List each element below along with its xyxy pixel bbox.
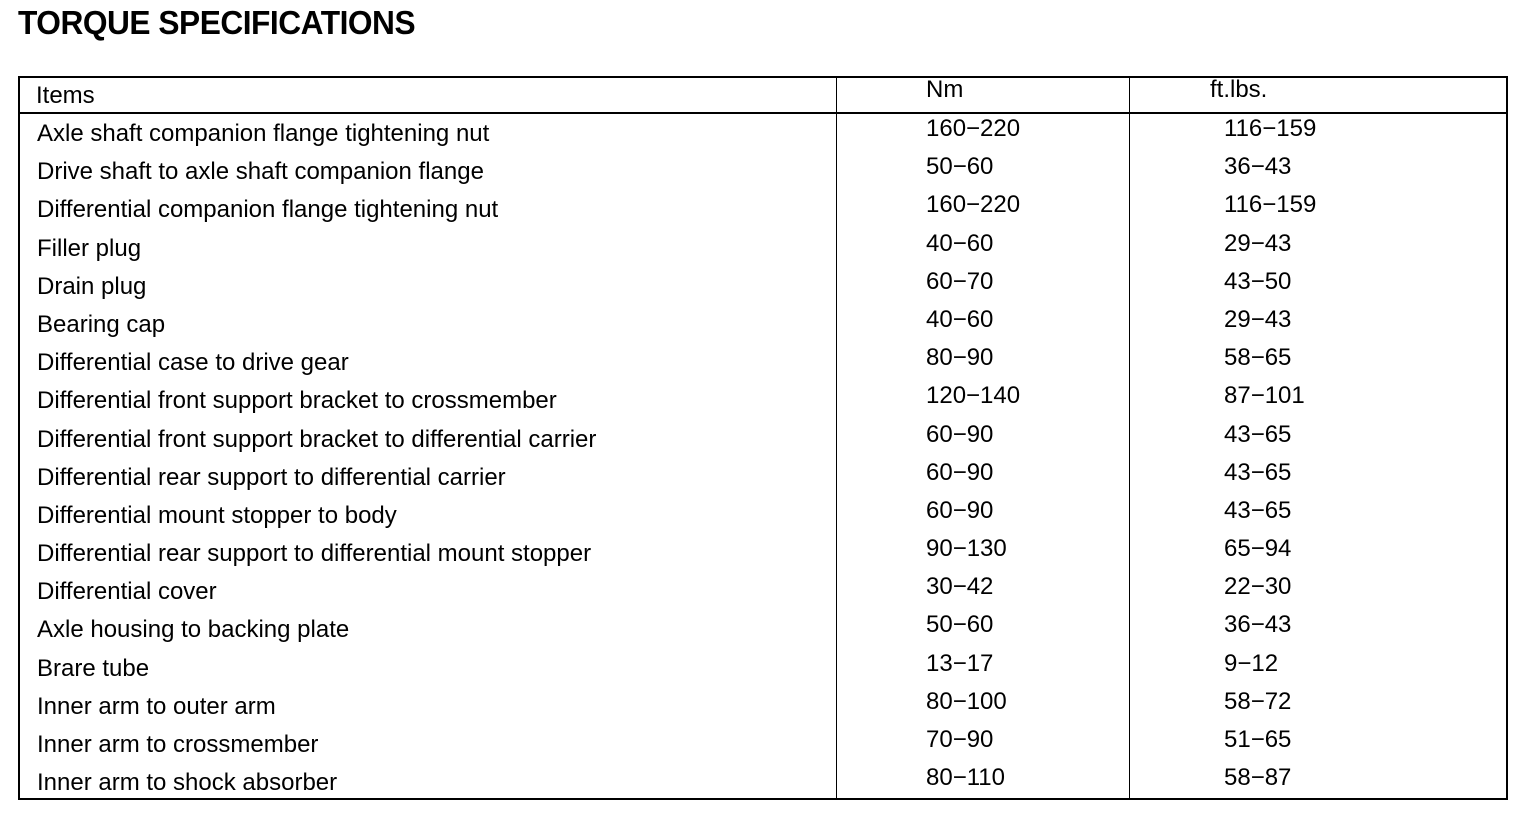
header-ftlbs: ft.lbs. [1210, 76, 1268, 103]
table-row [20, 305, 1506, 343]
table-row [20, 534, 1506, 572]
item-cell: Differential front support bracket to crossmember [37, 387, 557, 415]
table-row [20, 763, 1506, 801]
table-row [20, 572, 1506, 610]
nm-cell: 50−60 [926, 611, 994, 639]
item-cell: Differential companion flange tightening nut [37, 196, 499, 224]
item-cell: Differential front support bracket to differential carrier [37, 425, 597, 453]
table-row [20, 229, 1506, 267]
ftlbs-cell: 43−50 [1224, 267, 1292, 295]
table-row [20, 343, 1506, 381]
nm-cell: 40−60 [926, 229, 994, 257]
nm-cell: 40−60 [926, 305, 994, 333]
nm-cell: 160−220 [926, 115, 1021, 142]
item-cell: Differential rear support to differential mount stopper [37, 540, 592, 568]
nm-cell: 80−100 [926, 687, 1007, 715]
item-cell: Filler plug [37, 234, 142, 262]
item-cell: Differential case to drive gear [37, 349, 349, 377]
table-row [20, 458, 1506, 496]
nm-cell: 70−90 [926, 726, 994, 753]
nm-cell: 60−70 [926, 267, 994, 295]
ftlbs-cell: 22−30 [1224, 573, 1292, 601]
ftlbs-cell: 65−94 [1224, 535, 1292, 563]
table-row [20, 610, 1506, 648]
header-nm: Nm [926, 76, 964, 103]
ftlbs-cell: 43−65 [1224, 496, 1292, 524]
item-cell: Bearing cap [37, 310, 166, 338]
ftlbs-cell: 58−72 [1224, 687, 1292, 715]
ftlbs-cell: 116−159 [1224, 115, 1317, 142]
ftlbs-cell: 29−43 [1224, 305, 1292, 333]
ftlbs-cell: 87−101 [1224, 382, 1305, 410]
table-header-row [20, 78, 1506, 114]
table-row [20, 381, 1506, 419]
table-row [20, 190, 1506, 228]
item-cell: Differential cover [37, 578, 217, 606]
nm-cell: 160−220 [926, 191, 1021, 219]
nm-cell: 30−42 [926, 573, 994, 601]
nm-cell: 120−140 [926, 382, 1021, 410]
item-cell: Inner arm to crossmember [37, 731, 319, 758]
table-row [20, 725, 1506, 763]
nm-cell: 60−90 [926, 420, 994, 448]
table-row [20, 420, 1506, 458]
item-cell: Differential rear support to differential carrier [37, 463, 506, 491]
table-row [20, 114, 1506, 152]
nm-cell: 80−110 [926, 764, 1005, 792]
table-row [20, 496, 1506, 534]
table-row [20, 152, 1506, 190]
ftlbs-cell: 116−159 [1224, 191, 1317, 219]
item-cell: Axle housing to backing plate [37, 616, 350, 644]
item-cell: Drain plug [37, 272, 147, 300]
item-cell: Drive shaft to axle shaft companion flange [37, 158, 484, 186]
table-row [20, 687, 1506, 725]
torque-spec-table [18, 76, 1508, 800]
item-cell: Differential mount stopper to body [37, 501, 397, 529]
ftlbs-cell: 58−87 [1224, 764, 1292, 792]
ftlbs-cell: 43−65 [1224, 420, 1292, 448]
nm-cell: 13−17 [926, 649, 994, 677]
nm-cell: 60−90 [926, 458, 994, 486]
header-items: Items [36, 82, 95, 109]
ftlbs-cell: 29−43 [1224, 229, 1292, 257]
nm-cell: 90−130 [926, 535, 1007, 563]
item-cell: Inner arm to shock absorber [37, 769, 338, 797]
ftlbs-cell: 51−65 [1224, 726, 1292, 753]
nm-cell: 50−60 [926, 153, 994, 181]
table-row [20, 267, 1506, 305]
table-row [20, 649, 1506, 687]
nm-cell: 80−90 [926, 344, 994, 372]
ftlbs-cell: 36−43 [1224, 153, 1292, 181]
table-body [20, 114, 1506, 801]
item-cell: Axle shaft companion flange tightening nut [37, 120, 490, 147]
ftlbs-cell: 43−65 [1224, 458, 1292, 486]
item-cell: Inner arm to outer arm [37, 692, 276, 720]
ftlbs-cell: 36−43 [1224, 611, 1292, 639]
ftlbs-cell: 9−12 [1224, 649, 1279, 677]
page-title: TORQUE SPECIFICATIONS [18, 4, 416, 41]
item-cell: Brare tube [37, 654, 150, 682]
nm-cell: 60−90 [926, 496, 994, 524]
ftlbs-cell: 58−65 [1224, 344, 1292, 372]
